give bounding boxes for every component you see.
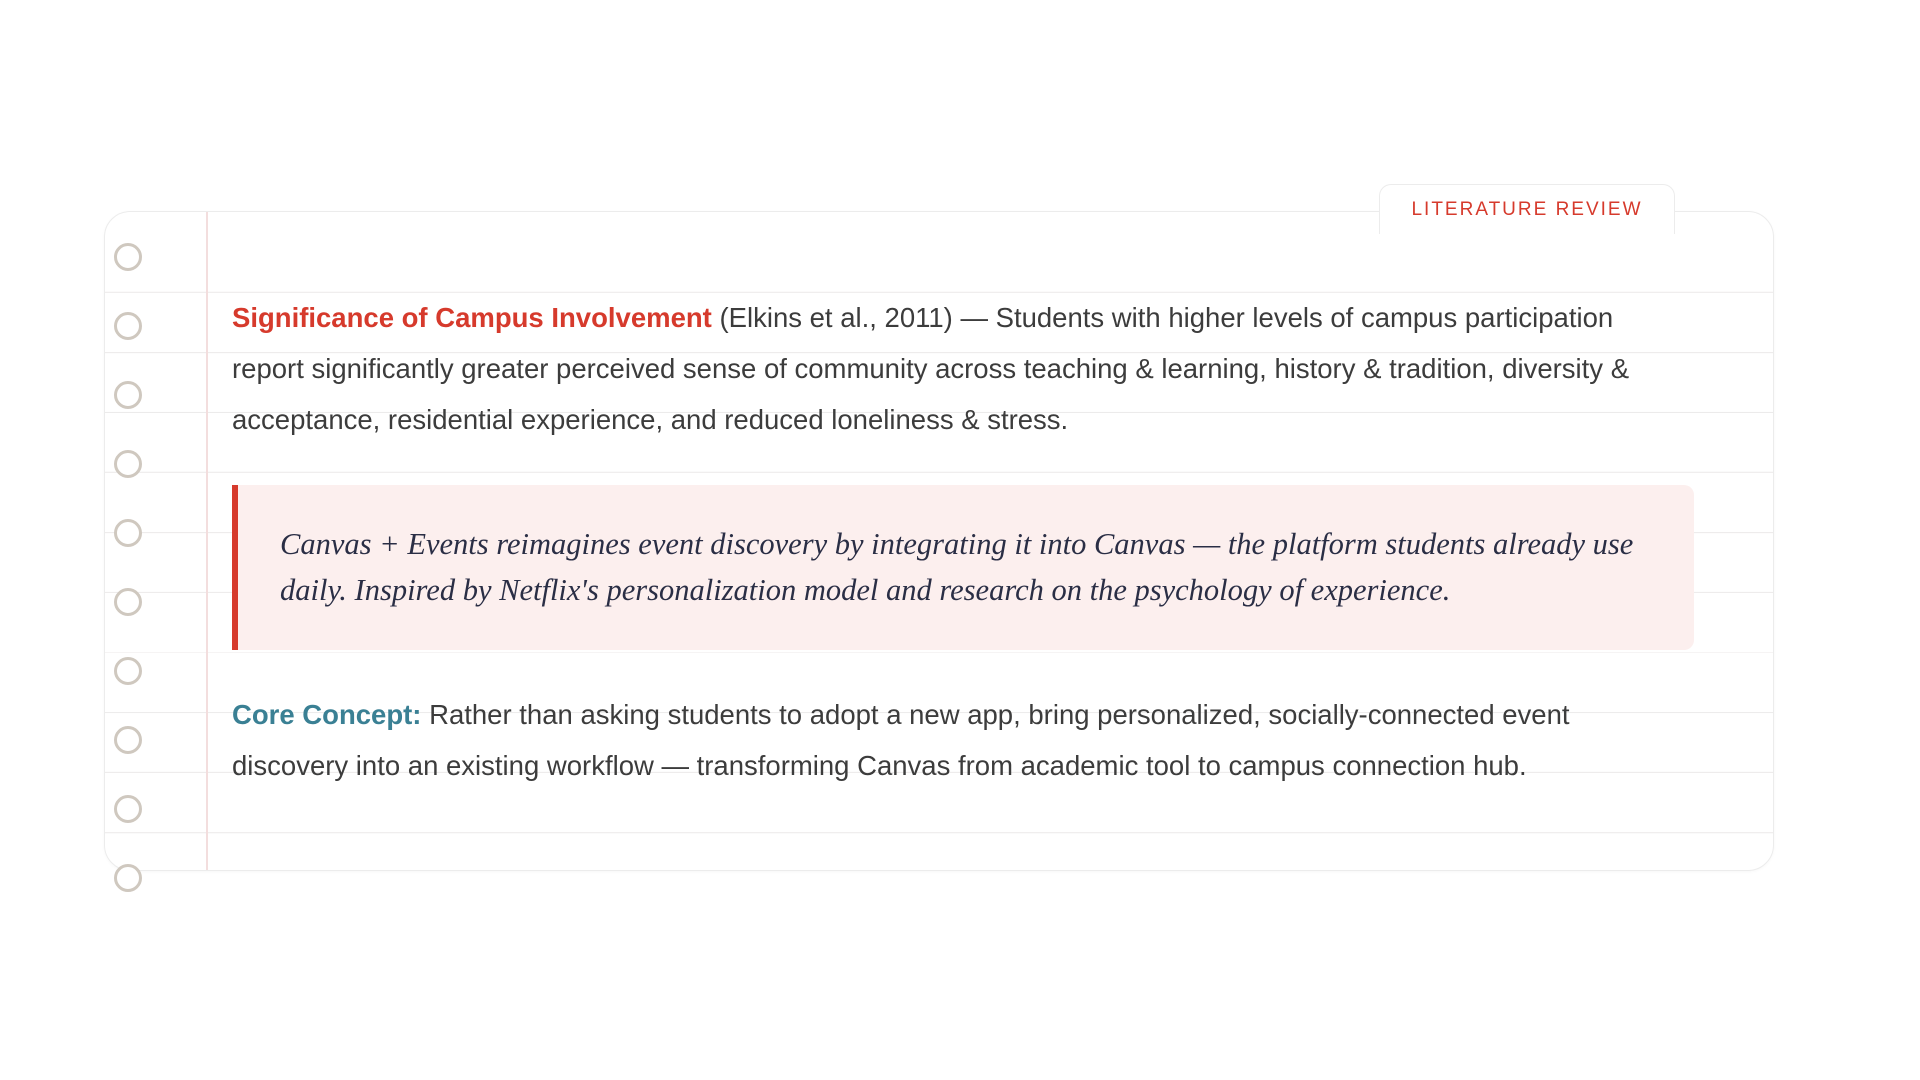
binder-hole-icon — [114, 450, 142, 478]
binder-hole-icon — [114, 381, 142, 409]
section-tab: LITERATURE REVIEW — [1379, 184, 1675, 234]
binder-hole-icon — [114, 519, 142, 547]
core-concept-paragraph — [232, 689, 1692, 791]
campus-involvement-heading: Significance of Campus Involvement — [232, 302, 712, 333]
pull-quote — [232, 485, 1694, 650]
binder-hole-icon — [114, 795, 142, 823]
campus-involvement-paragraph — [232, 292, 1692, 445]
binder-hole-icon — [114, 657, 142, 685]
pull-quote-text: Canvas + Events reimagines event discovery by integrating it into Canvas — the platform students already use daily. Inspired by Netflix's personalization model and research on the psychology of experience. — [280, 527, 1634, 607]
binder-hole-icon — [114, 726, 142, 754]
binder-hole-icon — [114, 243, 142, 271]
notebook-content — [232, 292, 1692, 781]
binder-hole-icon — [114, 312, 142, 340]
binder-hole-icon — [114, 864, 142, 892]
campus-involvement-body: (Elkins et al., 2011) — Students with higher levels of campus participation report significantly greater perceived sense of community across teaching & learning, history & tradition, diversity & acceptance, residential experience, and reduced loneliness & stress. — [232, 302, 1630, 435]
core-concept-body: Rather than asking students to adopt a new app, bring personalized, socially-connected event discovery into an existing workflow — transforming Canvas from academic tool to campus connection hub. — [232, 699, 1570, 781]
binder-hole-icon — [114, 588, 142, 616]
core-concept-heading: Core Concept: — [232, 699, 422, 730]
margin-rule — [206, 212, 208, 870]
